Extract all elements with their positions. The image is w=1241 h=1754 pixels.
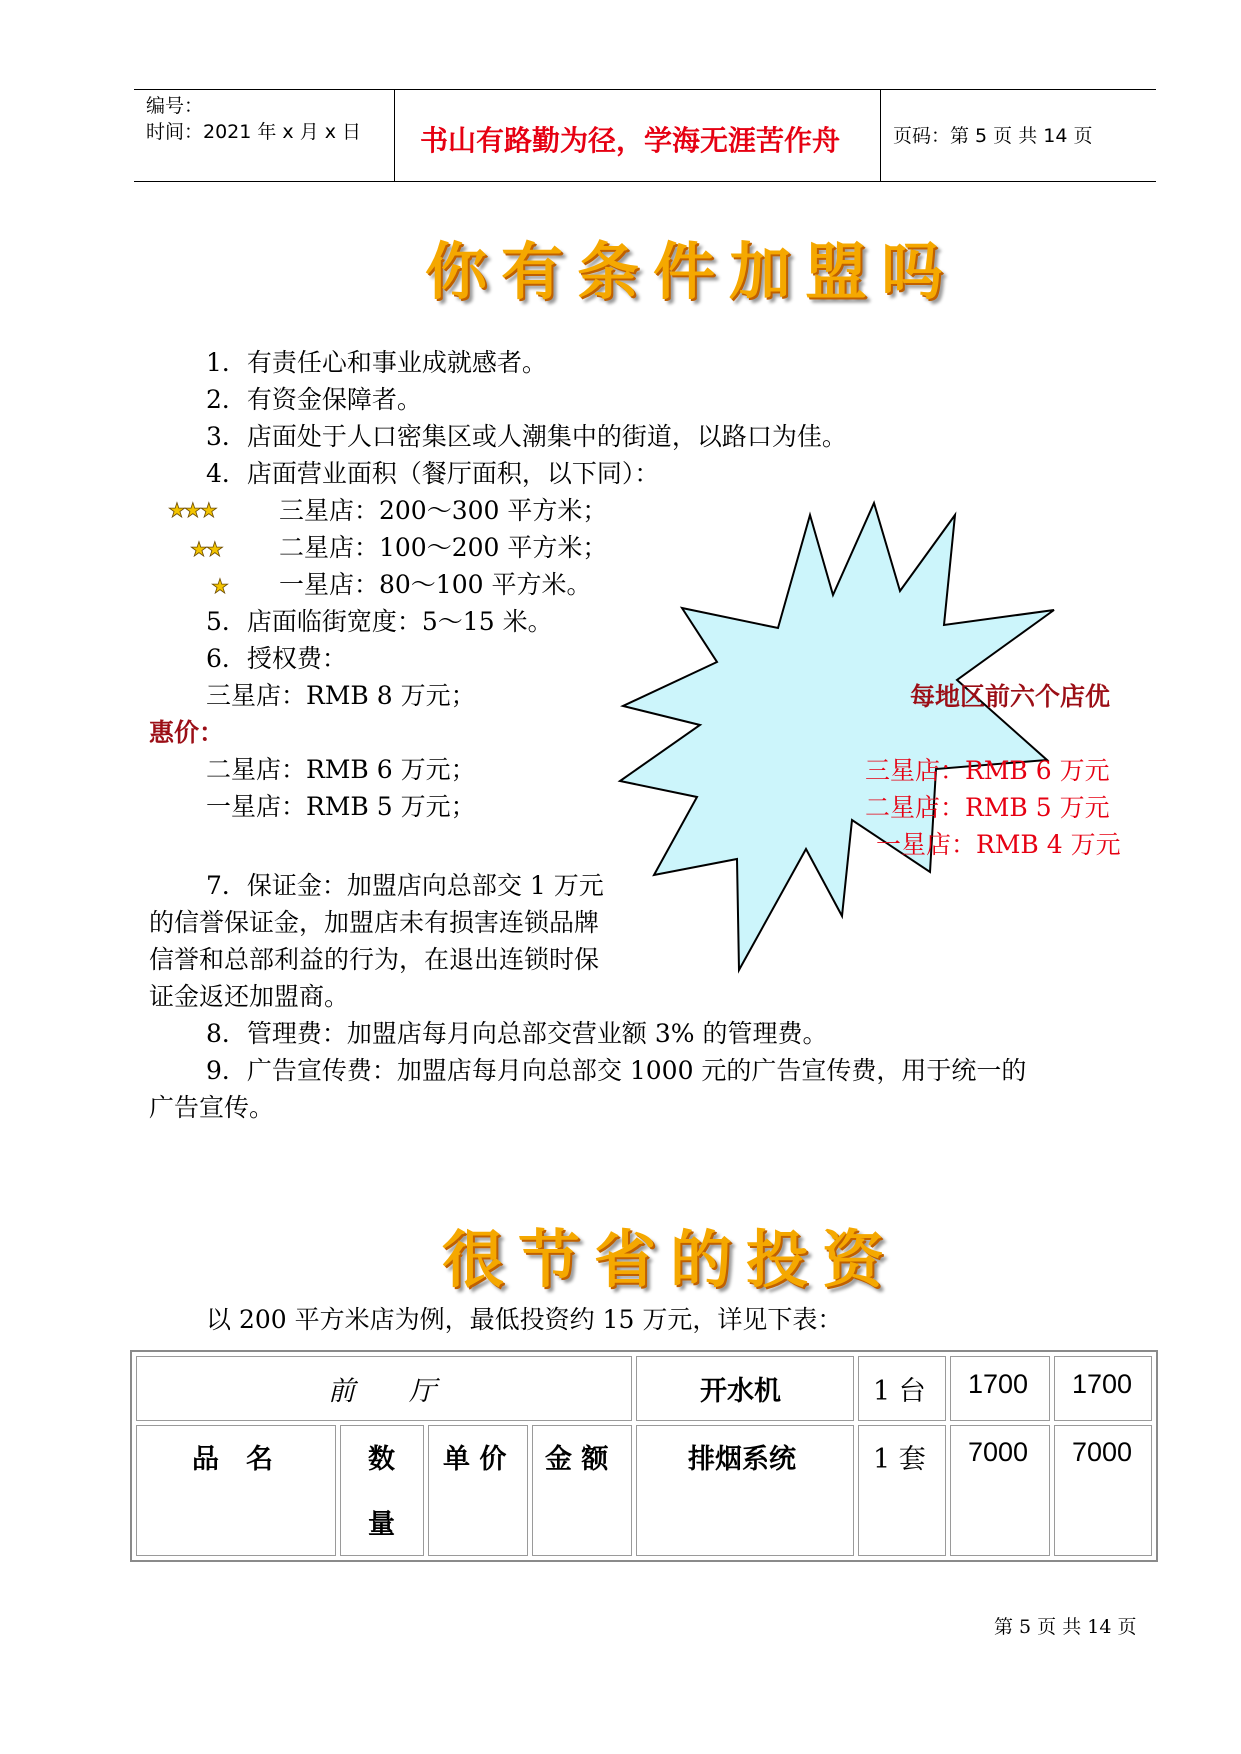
row1-qty: 1 台 [873, 1376, 926, 1407]
starburst-shape [600, 490, 1120, 990]
document-number-label: 编号： [146, 95, 204, 117]
document-time-label: 时间：2021 年 x 月 x 日 [146, 121, 362, 143]
promo-three-star: 三星店：RMB 6 万元 [865, 756, 1110, 785]
row1-unit-price: 1700 [968, 1369, 1029, 1399]
fee-two-star: 二星店：RMB 6 万元； [206, 755, 476, 784]
condition-item-9-line-1: 9．广告宣传费：加盟店每月向总部交 1000 元的广告宣传费，用于统一的 [206, 1056, 1027, 1085]
two-star-area: 二星店：100～200 平方米； [279, 533, 608, 562]
discount-label: 惠价： [149, 718, 225, 747]
front-hall-label: 前 厅 [328, 1376, 436, 1407]
condition-item-6: 6．授权费： [206, 644, 347, 673]
condition-item-9-line-2: 广告宣传。 [149, 1093, 275, 1122]
one-star-area: 一星店：80～100 平方米。 [279, 570, 592, 599]
header-name: 品 名 [192, 1444, 273, 1475]
promo-title: 每地区前六个店优 [910, 682, 1111, 711]
condition-item-1: 1．有责任心和事业成就感者。 [206, 348, 547, 377]
condition-item-2: 2．有资金保障者。 [206, 385, 422, 414]
three-star-area: 三星店：200～300 平方米； [279, 496, 608, 525]
condition-item-7-line-3: 信誉和总部利益的行为，在退出连锁时保 [149, 945, 600, 974]
condition-item-7-line-1: 7．保证金：加盟店向总部交 1 万元 [206, 871, 604, 900]
section-title-investment: 很节省的投资 [442, 1223, 899, 1296]
two-star-icon: ★★ [190, 537, 222, 561]
investment-table [130, 1350, 1158, 1562]
header-unit-price: 单 价 [443, 1444, 507, 1475]
header-qty-top: 数 [368, 1444, 395, 1475]
starburst-polygon [620, 503, 1054, 970]
row1-amount: 1700 [1072, 1369, 1133, 1399]
investment-intro: 以 200 平方米店为例，最低投资约 15 万元，详见下表： [206, 1305, 843, 1334]
fee-three-star: 三星店：RMB 8 万元； [206, 681, 476, 710]
three-star-icon: ★★★ [168, 498, 216, 522]
row2-qty: 1 套 [873, 1444, 926, 1475]
condition-item-5: 5．店面临街宽度：5～15 米。 [206, 607, 553, 636]
condition-item-7-line-2: 的信誉保证金，加盟店未有损害连锁品牌 [149, 908, 600, 937]
footer-page-number: 第 5 页 共 14 页 [994, 1616, 1137, 1638]
header-motto: 书山有路勤为径，学海无涯苦作舟 [420, 124, 841, 157]
header-page-code: 页码：第 5 页 共 14 页 [893, 125, 1093, 147]
header-bottom-rule [134, 181, 1156, 182]
fee-one-star: 一星店：RMB 5 万元； [206, 792, 476, 821]
row1-name: 开水机 [700, 1376, 781, 1407]
header-divider-right [880, 90, 881, 182]
row2-amount: 7000 [1072, 1437, 1133, 1467]
row2-unit-price: 7000 [968, 1437, 1029, 1467]
header-top-rule [134, 89, 1156, 90]
condition-item-4: 4．店面营业面积（餐厅面积，以下同）： [206, 459, 660, 488]
header-divider-left [394, 90, 395, 182]
header-amount: 金 额 [545, 1444, 609, 1475]
condition-item-7-line-4: 证金返还加盟商。 [149, 982, 350, 1011]
one-star-icon: ★ [211, 574, 227, 598]
section-title-franchise-conditions: 你有条件加盟吗 [425, 235, 958, 308]
row2-name: 排烟系统 [688, 1444, 796, 1475]
condition-item-8: 8．管理费：加盟店每月向总部交营业额 3% 的管理费。 [206, 1019, 828, 1048]
condition-item-3: 3．店面处于人口密集区或人潮集中的街道，以路口为佳。 [206, 422, 847, 451]
header-qty-bottom: 量 [368, 1509, 395, 1540]
promo-one-star: 一星店：RMB 4 万元 [876, 830, 1121, 859]
promo-two-star: 二星店：RMB 5 万元 [865, 793, 1110, 822]
